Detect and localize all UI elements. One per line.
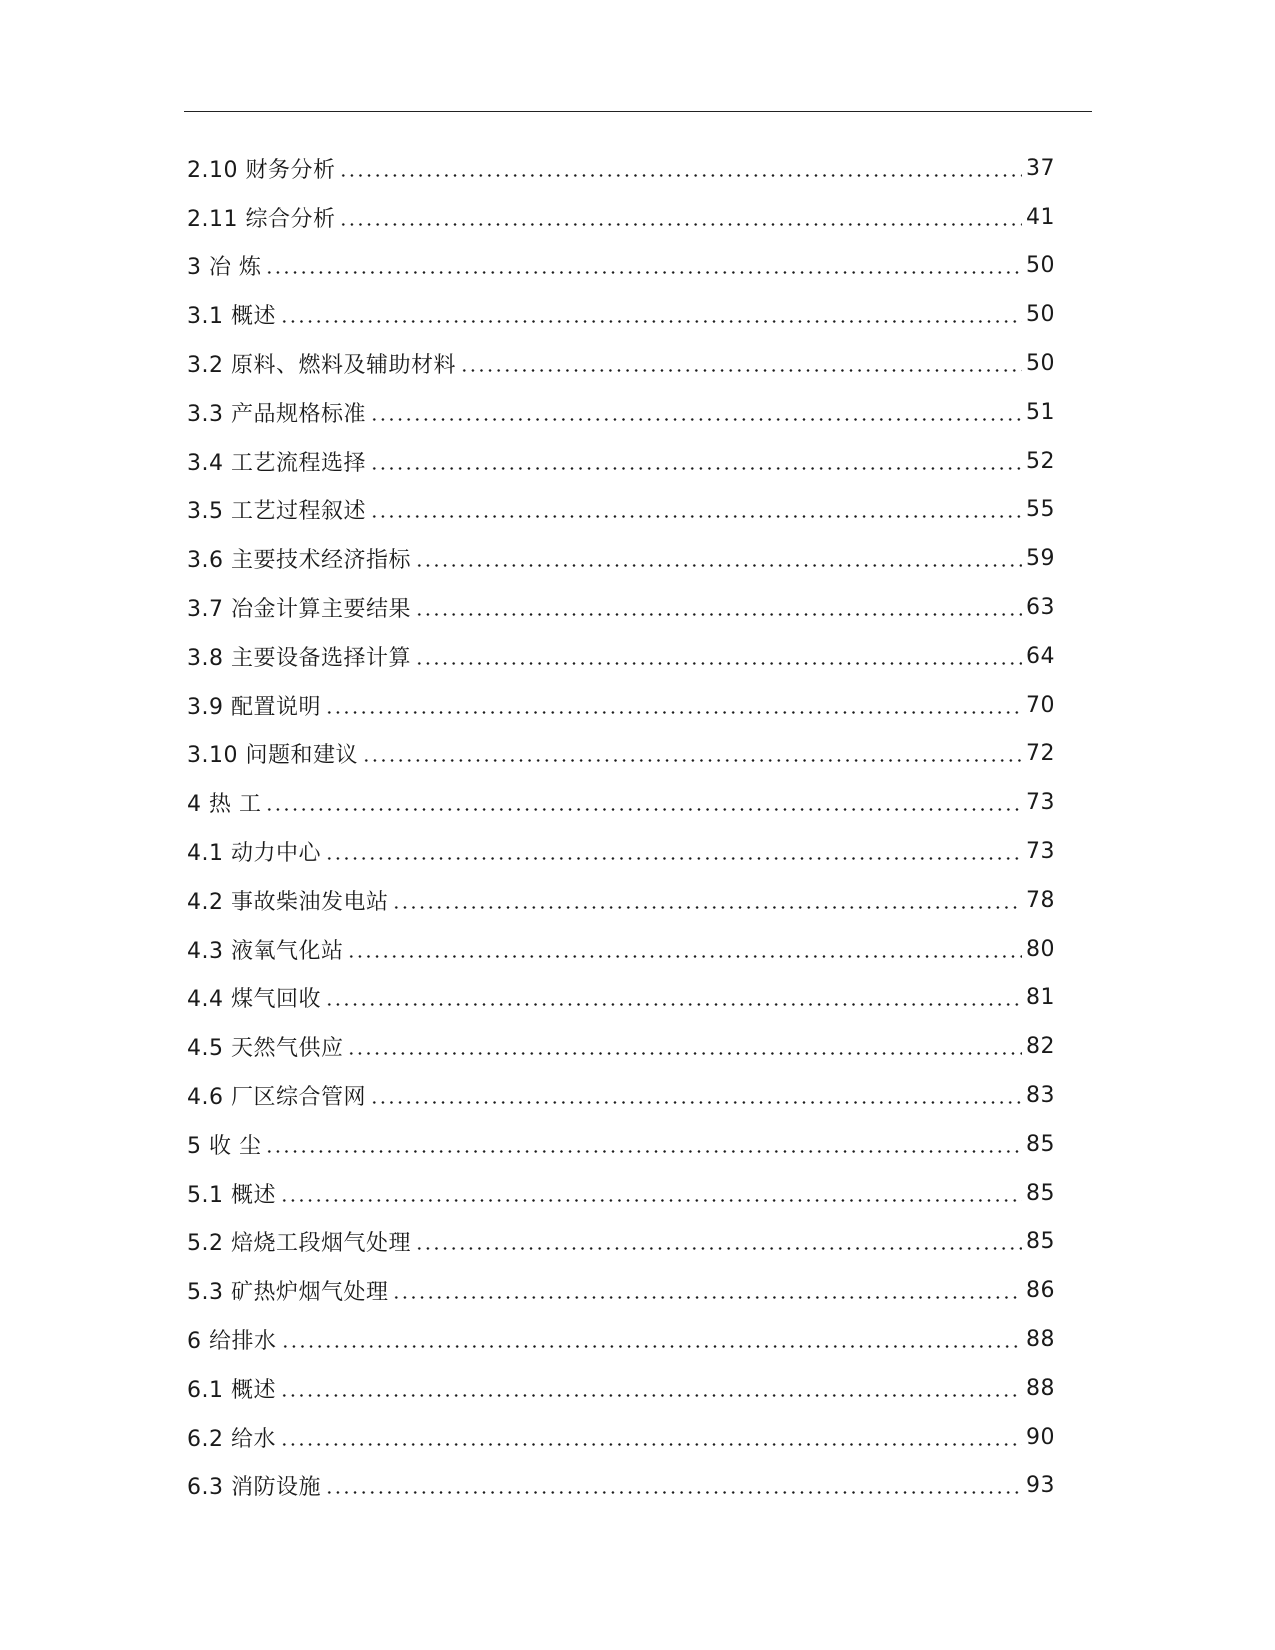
toc-entry-title: 3.4 工艺流程选择 <box>187 450 366 476</box>
toc-entry-page: 51 <box>1026 399 1055 425</box>
toc-entry-page: 88 <box>1026 1375 1055 1401</box>
toc-entry-title: 3.5 工艺过程叙述 <box>187 499 366 525</box>
toc-chapter-entry[interactable] <box>187 1120 1055 1169</box>
toc-entry-title: 4.3 液氧气化站 <box>187 938 344 964</box>
toc-dot-leader <box>415 1247 1022 1250</box>
toc-dot-leader <box>281 1345 1023 1348</box>
toc-entry[interactable] <box>187 1462 1055 1511</box>
toc-dot-leader <box>280 1394 1022 1397</box>
toc-entry-title: 6 给排水 <box>187 1329 277 1355</box>
toc-entry[interactable] <box>187 1022 1055 1071</box>
toc-entry-title: 3.7 冶金计算主要结果 <box>187 597 411 623</box>
toc-entry-title: 3.2 原料、燃料及辅助材料 <box>187 353 456 379</box>
toc-entry-title: 3.8 主要设备选择计算 <box>187 645 411 671</box>
toc-dot-leader <box>370 1101 1022 1104</box>
toc-entry-title: 5.3 矿热炉烟气处理 <box>187 1280 389 1306</box>
toc-entry-title: 6.1 概述 <box>187 1377 276 1403</box>
toc-entry-page: 50 <box>1026 351 1055 377</box>
toc-dot-leader <box>280 320 1022 323</box>
toc-entry[interactable] <box>187 144 1055 193</box>
toc-entry-title: 3.10 问题和建议 <box>187 743 358 769</box>
toc-entry[interactable] <box>187 876 1055 925</box>
toc-entry-page: 85 <box>1026 1180 1055 1206</box>
toc-chapter-entry[interactable] <box>187 242 1055 291</box>
toc-entry[interactable] <box>187 632 1055 681</box>
toc-entry-page: 55 <box>1026 497 1055 523</box>
toc-dot-leader <box>415 662 1022 665</box>
toc-entry-page: 93 <box>1026 1473 1055 1499</box>
toc-dot-leader <box>325 857 1022 860</box>
toc-dot-leader <box>265 271 1022 274</box>
toc-entry-page: 41 <box>1026 204 1055 230</box>
toc-entry[interactable] <box>187 534 1055 583</box>
toc-entry[interactable] <box>187 1218 1055 1267</box>
toc-entry[interactable] <box>187 1169 1055 1218</box>
toc-dot-leader <box>280 1443 1022 1446</box>
toc-entry-title: 3.3 产品规格标准 <box>187 401 366 427</box>
toc-entry[interactable] <box>187 486 1055 535</box>
toc-entry-title: 4 热 工 <box>187 792 262 818</box>
toc-entry-title: 3 冶 炼 <box>187 255 262 281</box>
header-rule <box>184 111 1092 112</box>
toc-entry-title: 2.11 综合分析 <box>187 206 336 232</box>
toc-dot-leader <box>265 808 1022 811</box>
toc-dot-leader <box>347 1052 1022 1055</box>
toc-chapter-entry[interactable] <box>187 778 1055 827</box>
toc-entry-title: 4.5 天然气供应 <box>187 1036 344 1062</box>
table-of-contents <box>187 144 1055 1510</box>
toc-entry[interactable] <box>187 290 1055 339</box>
toc-dot-leader <box>325 711 1022 714</box>
toc-entry[interactable] <box>187 974 1055 1023</box>
toc-dot-leader <box>392 1296 1022 1299</box>
toc-entry-page: 88 <box>1026 1327 1055 1353</box>
toc-entry-page: 37 <box>1026 155 1055 181</box>
toc-entry-title: 3.6 主要技术经济指标 <box>187 548 411 574</box>
toc-dot-leader <box>347 955 1022 958</box>
toc-entry-page: 73 <box>1026 839 1055 865</box>
toc-entry-page: 78 <box>1026 887 1055 913</box>
toc-entry-title: 3.9 配置说明 <box>187 694 321 720</box>
toc-dot-leader <box>325 1491 1022 1494</box>
toc-entry-page: 72 <box>1026 741 1055 767</box>
toc-entry-page: 86 <box>1026 1278 1055 1304</box>
toc-entry-page: 59 <box>1026 546 1055 572</box>
toc-entry[interactable] <box>187 388 1055 437</box>
toc-entry-title: 3.1 概述 <box>187 304 276 330</box>
toc-entry-page: 85 <box>1026 1131 1055 1157</box>
toc-entry[interactable] <box>187 827 1055 876</box>
toc-entry-page: 70 <box>1026 692 1055 718</box>
toc-entry-page: 50 <box>1026 302 1055 328</box>
toc-entry[interactable] <box>187 681 1055 730</box>
toc-entry-title: 4.1 动力中心 <box>187 841 321 867</box>
toc-entry-page: 81 <box>1026 985 1055 1011</box>
toc-entry-title: 4.4 煤气回收 <box>187 987 321 1013</box>
toc-entry-title: 5 收 尘 <box>187 1133 262 1159</box>
toc-dot-leader <box>415 613 1022 616</box>
toc-entry-page: 82 <box>1026 1034 1055 1060</box>
toc-entry-page: 90 <box>1026 1424 1055 1450</box>
toc-entry[interactable] <box>187 1413 1055 1462</box>
toc-dot-leader <box>325 1003 1022 1006</box>
toc-entry[interactable] <box>187 1071 1055 1120</box>
toc-entry-page: 52 <box>1026 448 1055 474</box>
toc-dot-leader <box>362 759 1022 762</box>
toc-entry-title: 4.2 事故柴油发电站 <box>187 889 389 915</box>
toc-entry[interactable] <box>187 1364 1055 1413</box>
toc-entry[interactable] <box>187 1266 1055 1315</box>
toc-entry-page: 85 <box>1026 1229 1055 1255</box>
toc-entry[interactable] <box>187 730 1055 779</box>
toc-entry[interactable] <box>187 583 1055 632</box>
toc-entry-title: 6.3 消防设施 <box>187 1475 321 1501</box>
toc-dot-leader <box>370 515 1022 518</box>
toc-dot-leader <box>392 906 1022 909</box>
toc-dot-leader <box>370 467 1022 470</box>
toc-entry-page: 83 <box>1026 1083 1055 1109</box>
toc-dot-leader <box>280 1199 1022 1202</box>
toc-entry-title: 6.2 给水 <box>187 1426 276 1452</box>
toc-entry-title: 2.10 财务分析 <box>187 157 336 183</box>
toc-dot-leader <box>339 223 1022 226</box>
toc-entry-page: 80 <box>1026 936 1055 962</box>
toc-entry[interactable] <box>187 925 1055 974</box>
toc-entry[interactable] <box>187 193 1055 242</box>
toc-entry-page: 50 <box>1026 253 1055 279</box>
toc-dot-leader <box>460 369 1022 372</box>
toc-entry-page: 64 <box>1026 643 1055 669</box>
toc-dot-leader <box>339 174 1022 177</box>
toc-entry[interactable] <box>187 437 1055 486</box>
toc-dot-leader <box>265 1150 1022 1153</box>
toc-entry-page: 73 <box>1026 790 1055 816</box>
toc-chapter-entry[interactable] <box>187 1315 1055 1364</box>
toc-entry-page: 63 <box>1026 595 1055 621</box>
toc-entry-title: 5.2 焙烧工段烟气处理 <box>187 1231 411 1257</box>
toc-entry-title: 4.6 厂区综合管网 <box>187 1085 366 1111</box>
toc-entry[interactable] <box>187 339 1055 388</box>
toc-dot-leader <box>370 418 1022 421</box>
toc-dot-leader <box>415 564 1022 567</box>
toc-entry-title: 5.1 概述 <box>187 1182 276 1208</box>
